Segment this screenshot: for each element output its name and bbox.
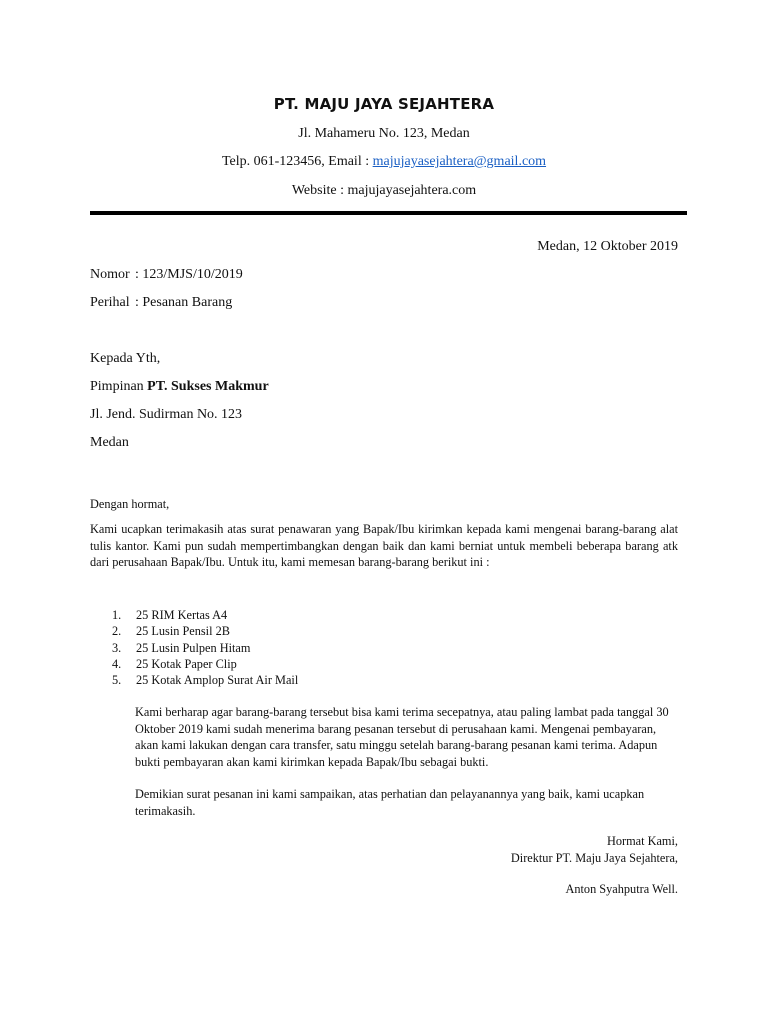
perihal-label: Perihal bbox=[90, 295, 130, 310]
company-address: Jl. Mahameru No. 123, Medan bbox=[298, 126, 470, 141]
list-item-number: 2. bbox=[112, 624, 122, 639]
telp-text: Telp. 061-123456, Email : bbox=[221, 154, 373, 169]
list-item bbox=[112, 607, 298, 623]
recipient-title-prefix: Pimpinan bbox=[90, 379, 148, 394]
greeting: Dengan hormat, bbox=[90, 497, 170, 511]
perihal-value: : Pesanan Barang bbox=[135, 295, 233, 310]
list-item bbox=[112, 623, 298, 639]
signature-regards: Hormat Kami, bbox=[606, 834, 678, 848]
list-item-text: 25 RIM Kertas A4 bbox=[136, 608, 228, 622]
letterhead-divider bbox=[90, 211, 687, 215]
list-item-text: 25 Lusin Pulpen Hitam bbox=[136, 640, 251, 655]
company-name: PT. MAJU JAYA SEJAHTERA bbox=[273, 95, 495, 113]
recipient-address: Jl. Jend. Sudirman No. 123 bbox=[90, 407, 243, 422]
signature-position: Direktur PT. Maju Jaya Sejahtera, bbox=[510, 851, 678, 865]
list-item-text: 25 Kotak Paper Clip bbox=[136, 656, 237, 671]
email-link[interactable]: majujayasejahtera@gmail.com bbox=[372, 154, 547, 169]
company-website: Website : majujayasejahtera.com bbox=[291, 183, 477, 198]
nomor-label: Nomor bbox=[90, 267, 130, 282]
recipient-title bbox=[90, 379, 269, 395]
closing-paragraph: Demikian surat pesanan ini kami sampaikan, atas perhatian dan pelayanannya yang baik, kami ucapkan terimakasih. bbox=[135, 787, 645, 818]
list-item-number: 4. bbox=[112, 656, 122, 671]
request-paragraph: Kami berharap agar barang-barang tersebut bisa kami terima secepatnya, atau paling lambat pada tanggal 30 Oktober 2019 kami sudah menerima barang pesanan tersebut di perusahaan kami. Mengenai pembayaran, akan kami lakukan dengan cara transfer, satu minggu setelah barang-barang pesanan kami terima. Adapun bukti pembayaran akan kami kirimkan kepada Bapak/Ibu sebagai bukti. bbox=[135, 705, 669, 769]
list-item-number: 3. bbox=[112, 640, 122, 655]
company-contact bbox=[0, 154, 768, 170]
letter-date: Medan, 12 Oktober 2019 bbox=[537, 239, 678, 254]
recipient-city: Medan bbox=[90, 435, 129, 450]
list-item-number: 1. bbox=[112, 608, 122, 622]
list-item bbox=[112, 672, 298, 688]
recipient-company: PT. Sukses Makmur bbox=[147, 379, 269, 394]
list-item-text: 25 Lusin Pensil 2B bbox=[136, 624, 230, 639]
nomor-value: : 123/MJS/10/2019 bbox=[135, 267, 243, 282]
list-item bbox=[112, 640, 298, 656]
signature-name: Anton Syahputra Well. bbox=[565, 882, 678, 896]
list-item bbox=[112, 656, 298, 672]
order-item-list bbox=[112, 607, 298, 688]
intro-paragraph: Kami ucapkan terimakasih atas surat penawaran yang Bapak/Ibu kirimkan kepada kami mengenai barang-barang alat tulis kantor. Kami pun sudah mempertimbangkan dengan baik dan kami berniat untuk membeli beberapa barang atk dari perusahaan Bapak/Ibu. Untuk itu, kami memesan barang-barang berikut ini : bbox=[90, 522, 678, 569]
recipient-salutation: Kepada Yth, bbox=[90, 351, 161, 366]
list-item-number: 5. bbox=[112, 673, 122, 688]
list-item-text: 25 Kotak Amplop Surat Air Mail bbox=[136, 673, 299, 688]
